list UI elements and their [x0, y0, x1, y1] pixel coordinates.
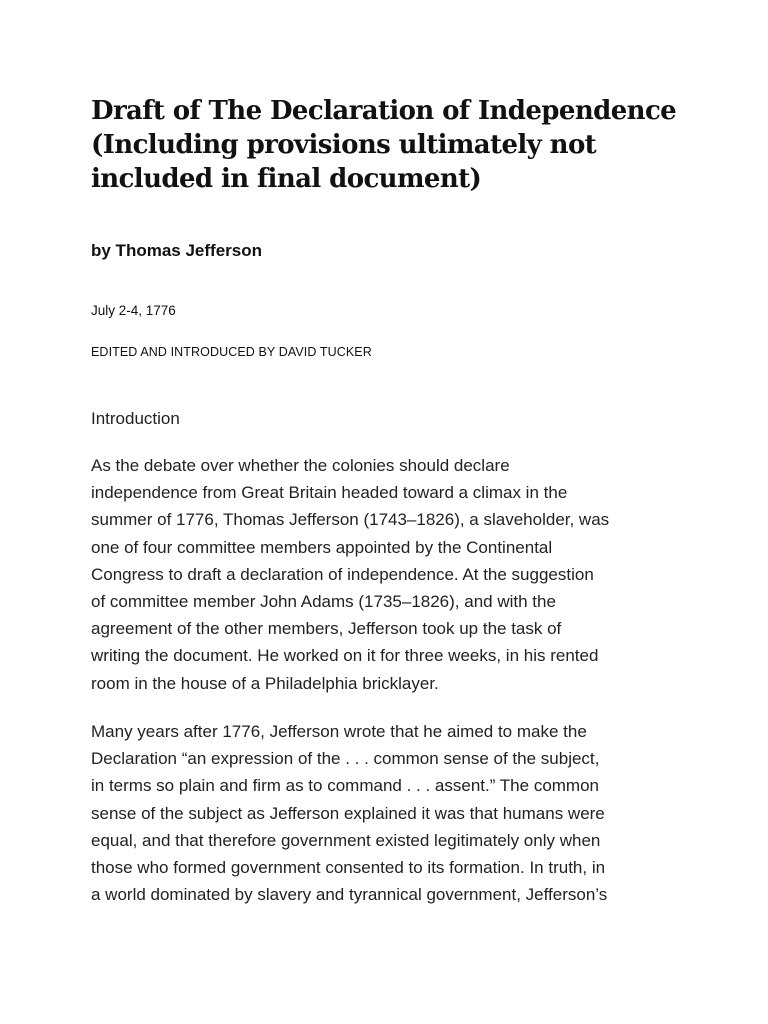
paragraph-line: independence from Great Britain headed toward a climax in the — [91, 483, 568, 503]
title-line: Draft of The Declaration of Independence — [91, 96, 677, 126]
author-byline: by Thomas Jefferson — [91, 241, 262, 260]
title-line: included in final document) — [91, 164, 482, 194]
paragraph-line: agreement of the other members, Jefferson took up the task of — [91, 619, 562, 639]
paragraph-line: Congress to draft a declaration of independence. At the suggestion — [91, 564, 594, 584]
paragraph-line: Declaration “an expression of the . . . common sense of the subject, — [91, 749, 600, 769]
paragraph-line: writing the document. He worked on it for three weeks, in his rented — [91, 646, 599, 666]
document-date: July 2-4, 1776 — [91, 303, 176, 318]
paragraph — [91, 718, 691, 908]
paragraph-line: Many years after 1776, Jefferson wrote that he aimed to make the — [91, 722, 587, 741]
paragraph-line: equal, and that therefore government existed legitimately only when — [91, 830, 601, 850]
section-heading-introduction: Introduction — [91, 409, 180, 428]
title-line: (Including provisions ultimately not — [91, 130, 597, 160]
paragraph-line: a world dominated by slavery and tyrannical government, Jefferson’s — [91, 885, 608, 905]
document-title — [91, 94, 691, 196]
paragraph-line: room in the house of a Philadelphia bricklayer. — [91, 673, 439, 693]
paragraph-line: sense of the subject as Jefferson explained it was that humans were — [91, 803, 605, 823]
paragraph-line: of committee member John Adams (1735–1826), and with the — [91, 592, 556, 612]
paragraph-line: in terms so plain and firm as to command . . . assent.” The common — [91, 776, 599, 796]
paragraph-line: summer of 1776, Thomas Jefferson (1743–1826), a slaveholder, was — [91, 510, 610, 530]
paragraph — [91, 452, 691, 697]
paragraph-line: As the debate over whether the colonies should declare — [91, 456, 510, 475]
editor-credit: EDITED AND INTRODUCED BY DAVID TUCKER — [91, 345, 372, 359]
paragraph-line: those who formed government consented to its formation. In truth, in — [91, 858, 606, 878]
paragraph-line: one of four committee members appointed by the Continental — [91, 537, 553, 557]
